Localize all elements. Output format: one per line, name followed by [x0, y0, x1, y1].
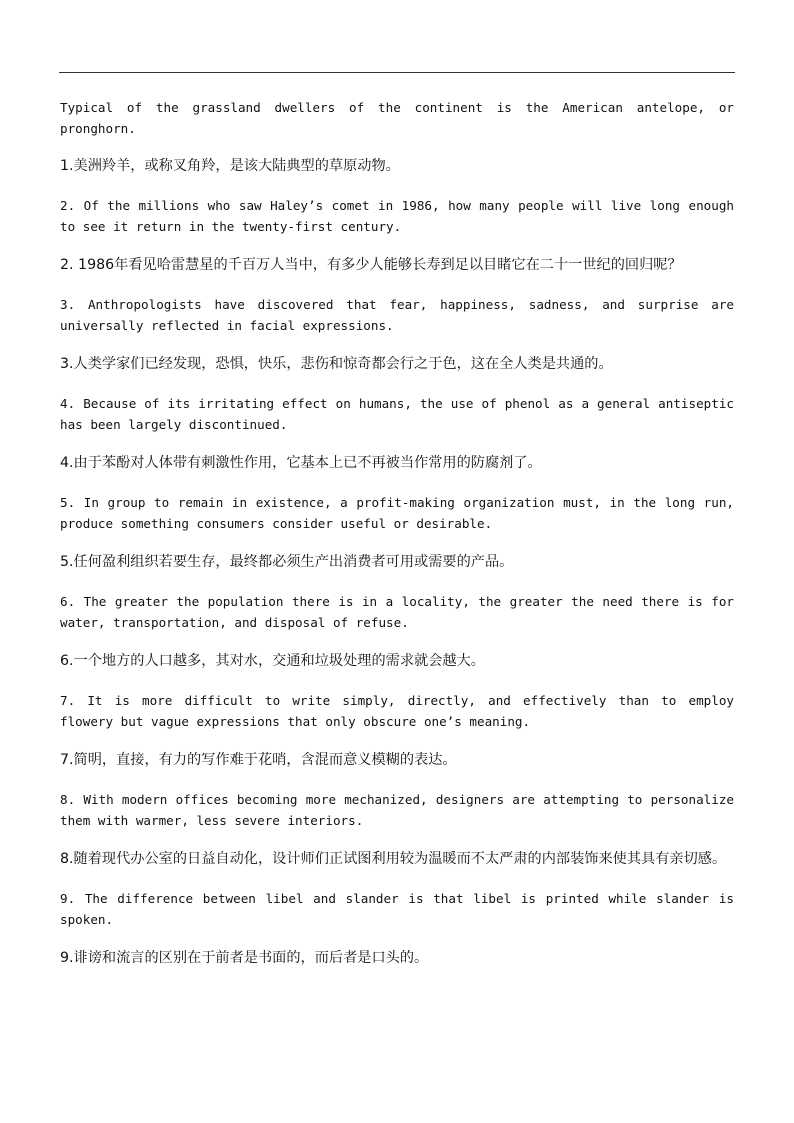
paragraph-chinese-8: 8.随着现代办公室的日益自动化，设计师们正试图利用较为温暖而不太严肃的内部装饰来使其具有亲切感。 [60, 851, 727, 867]
paragraph-chinese-3: 3.人类学家们已经发现，恐惧，快乐，悲伤和惊奇都会行之于色，这在全人类是共通的。 [60, 356, 613, 372]
paragraph-chinese-4: 4.由于苯酚对人体带有刺激性作用，它基本上已不再被当作常用的防腐剂了。 [60, 455, 542, 471]
paragraph-english-5: 5. In group to remain in existence, a profit-making organization must, in the long run, produce something consumers consider useful or desirable. [60, 495, 734, 531]
header-rule [59, 72, 735, 73]
paragraph-chinese-2: 2. 1986年看见哈雷慧星的千百万人当中，有多少人能够长寿到足以目睹它在二十一世纪的回归呢？ [60, 257, 682, 273]
paragraph-english-intro: Typical of the grassland dwellers of the continent is the American antelope, or pronghorn. [60, 100, 734, 136]
paragraph-english-7: 7. It is more difficult to write simply, directly, and effectively than to employ flowery but vague expressions that only obscure one’s meaning. [60, 693, 734, 729]
paragraph-english-8: 8. With modern offices becoming more mechanized, designers are attempting to personalize them with warmer, less severe interiors. [60, 792, 734, 828]
paragraph-chinese-6: 6.一个地方的人口越多，其对水，交通和垃圾处理的需求就会越大。 [60, 653, 485, 669]
paragraph-english-9: 9. The difference between libel and slander is that libel is printed while slander is spoken. [60, 891, 734, 927]
paragraph-english-6: 6. The greater the population there is in a locality, the greater the need there is for water, transportation, and disposal of refuse. [60, 594, 734, 630]
document-body [60, 97, 734, 987]
paragraph-chinese-9: 9.诽谤和流言的区别在于前者是书面的，而后者是口头的。 [60, 950, 429, 966]
paragraph-english-2: 2. Of the millions who saw Haley’s comet in 1986, how many people will live long enough to see it return in the twenty-first century. [60, 198, 734, 234]
paragraph-english-3: 3. Anthropologists have discovered that fear, happiness, sadness, and surprise are universally reflected in facial expressions. [60, 297, 734, 333]
paragraph-chinese-5: 5.任何盈利组织若要生存，最终都必须生产出消费者可用或需要的产品。 [60, 554, 514, 570]
paragraph-english-4: 4. Because of its irritating effect on humans, the use of phenol as a general antiseptic has been largely discontinued. [60, 396, 734, 432]
paragraph-chinese-7: 7.简明，直接，有力的写作难于花哨，含混而意义模糊的表达。 [60, 752, 457, 768]
paragraph-chinese-1: 1.美洲羚羊，或称叉角羚，是该大陆典型的草原动物。 [60, 158, 400, 174]
